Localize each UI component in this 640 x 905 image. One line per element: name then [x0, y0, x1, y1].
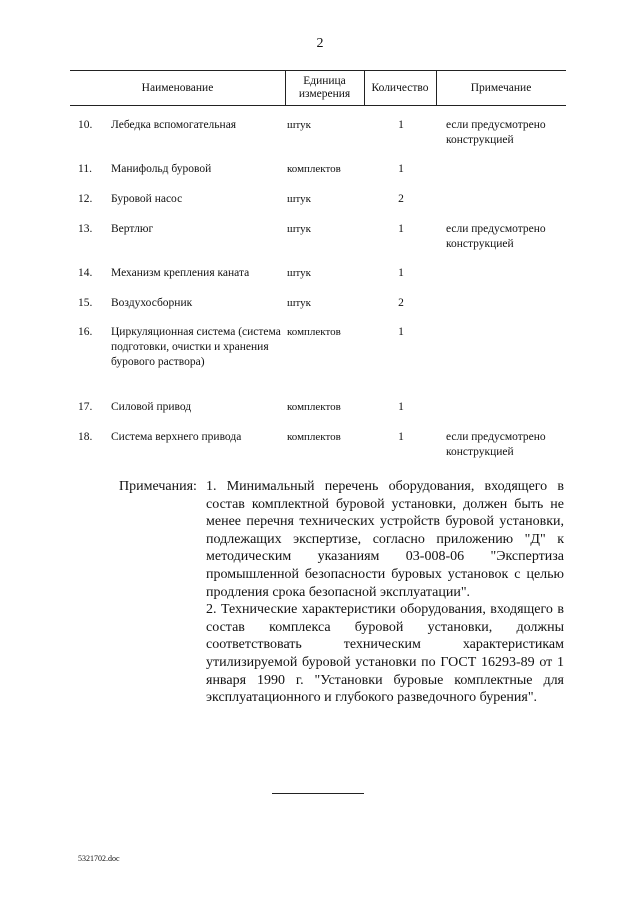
row-quantity: 1	[398, 163, 404, 175]
row-quantity: 1	[398, 223, 404, 235]
header-name: Наименование	[141, 81, 214, 94]
header-note: Примечание	[470, 81, 532, 94]
row-unit: штук	[287, 223, 311, 235]
row-name: Циркуляционная система (система подготовки, очистки и хранения бурового раствора)	[111, 326, 281, 368]
row-name: Лебедка вспомогательная	[111, 119, 237, 131]
row-number: 11.	[78, 163, 92, 175]
row-number: 10.	[78, 119, 93, 131]
row-number: 15.	[78, 297, 93, 309]
page-number: 2	[316, 36, 324, 51]
row-quantity: 1	[398, 267, 404, 279]
notes-body	[206, 478, 564, 707]
row-unit: штук	[287, 119, 311, 131]
row-quantity: 2	[398, 297, 404, 309]
note-2: 2. Технические характеристики оборудования, входящего в состав комплекса буровой установки, должны соответствовать техническим характеристикам утилизируемой буровой установки по ГОСТ 16293-89 от 1 января 1990 г. "Установки буровые комплектные для эксплуатационного и глубокого разведочного бурения".	[206, 602, 564, 706]
row-number: 14.	[78, 267, 93, 279]
header-unit-line1: Единица	[303, 75, 346, 87]
table-header	[70, 70, 566, 106]
row-quantity: 1	[398, 401, 404, 413]
row-quantity: 1	[398, 431, 404, 443]
end-divider	[272, 793, 364, 794]
row-number: 18.	[78, 431, 93, 443]
notes-label: Примечания:	[119, 479, 197, 494]
row-name: Буровой насос	[111, 193, 183, 205]
row-name: Вертлюг	[111, 223, 154, 235]
note-1: 1. Минимальный перечень оборудования, входящего в состав комплектной буровой установки, должен быть не менее перечня технических устройств буровой установки, подлежащих экспертизе, согласно приложению "Д" к методическим указаниям 03-008-06 "Экспертиза промышленной безопасности буровых установок с целью продления срока безопасной эксплуатации".	[206, 479, 564, 600]
header-unit-line2: измерения	[298, 88, 351, 100]
row-number: 17.	[78, 401, 93, 413]
row-unit: комплектов	[287, 401, 341, 413]
header-quantity: Количество	[371, 81, 429, 94]
row-note: если предусмотрено конструкцией	[446, 119, 546, 146]
row-name: Силовой привод	[111, 401, 192, 413]
row-number: 12.	[78, 193, 93, 205]
row-name: Система верхнего привода	[111, 431, 242, 443]
row-name: Механизм крепления каната	[111, 267, 250, 279]
row-quantity: 2	[398, 193, 404, 205]
row-note: если предусмотрено конструкцией	[446, 223, 546, 250]
row-quantity: 1	[398, 119, 404, 131]
row-quantity: 1	[398, 326, 404, 338]
row-name: Воздухосборник	[111, 297, 193, 309]
footer-filename: 5321702.doc	[78, 854, 120, 863]
row-unit: комплектов	[287, 431, 341, 443]
row-unit: штук	[287, 297, 311, 309]
row-name: Манифольд буровой	[111, 163, 212, 175]
row-unit: штук	[287, 267, 311, 279]
row-number: 16.	[78, 326, 93, 338]
row-number: 13.	[78, 223, 93, 235]
row-unit: комплектов	[287, 326, 341, 338]
row-unit: штук	[287, 193, 311, 205]
row-note: если предусмотрено конструкцией	[446, 431, 546, 458]
header-unit	[285, 71, 364, 105]
row-unit: комплектов	[287, 163, 341, 175]
